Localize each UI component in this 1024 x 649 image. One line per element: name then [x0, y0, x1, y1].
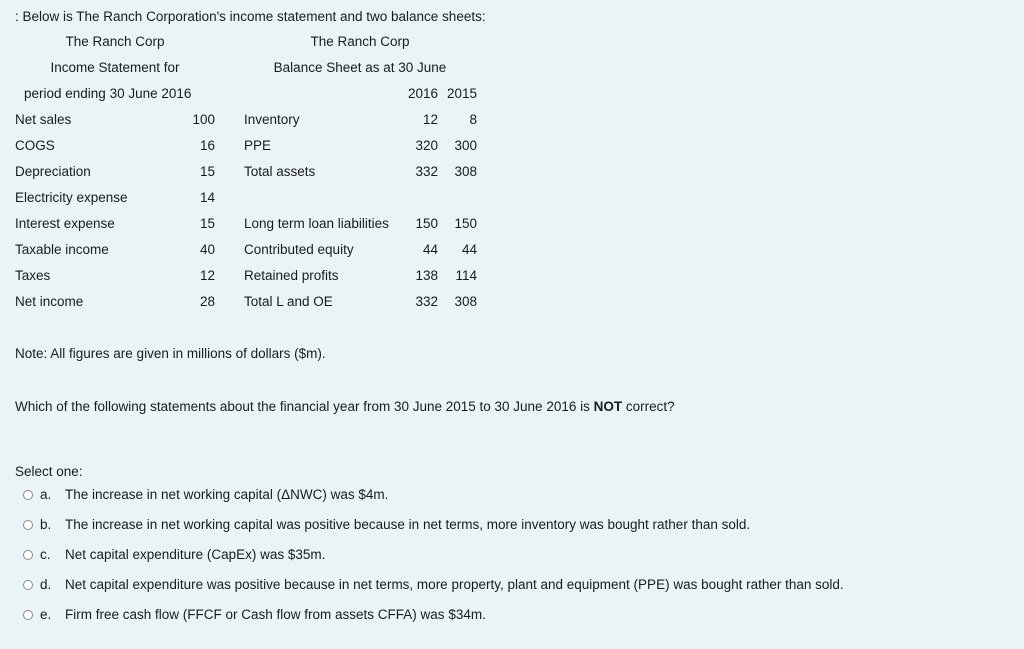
balance-year-2015: 2015 — [446, 86, 477, 101]
balance-row-2015: 308 — [454, 164, 477, 179]
income-row-label: Interest expense — [15, 216, 115, 231]
balance-row-2016: 138 — [415, 268, 438, 283]
balance-year-2016: 2016 — [407, 86, 438, 101]
option-letter: c. — [40, 547, 51, 562]
option-b-label[interactable]: The increase in net working capital was positive because in net terms, more inventory was bought rather than sold. — [65, 517, 751, 532]
income-row-value: 100 — [192, 112, 215, 127]
balance-row-2016: 150 — [415, 216, 438, 231]
balance-row-2016: 332 — [415, 294, 438, 309]
income-row-value: 15 — [199, 216, 215, 231]
income-period: period ending 30 June 2016 — [24, 86, 192, 101]
income-row-label: Taxable income — [15, 242, 109, 257]
radio-option-b[interactable] — [23, 520, 33, 530]
question-before: Which of the following statements about the financial year from 30 June 2015 to 30 June 2016 is — [15, 399, 594, 414]
balance-row-2016: 44 — [422, 242, 438, 257]
income-row-value: 16 — [199, 138, 215, 153]
option-c-label[interactable]: Net capital expenditure (CapEx) was $35m. — [65, 547, 326, 562]
balance-company: The Ranch Corp — [310, 34, 410, 49]
balance-row-2015: 308 — [454, 294, 477, 309]
balance-row-label: Retained profits — [244, 268, 339, 283]
question-emphasis: NOT — [593, 399, 623, 414]
option-letter: d. — [40, 577, 52, 592]
balance-title: Balance Sheet as at 30 June — [273, 60, 447, 75]
balance-row-2015: 114 — [455, 268, 477, 283]
income-row-value: 12 — [199, 268, 215, 283]
intro-text: : Below is The Ranch Corporation's income statement and two balance sheets: — [15, 9, 486, 24]
question-after: correct? — [622, 399, 675, 414]
income-row-label: Net sales — [15, 112, 72, 127]
option-e-label[interactable]: Firm free cash flow (FFCF or Cash flow from assets CFFA) was $34m. — [65, 607, 486, 622]
income-row-label: Net income — [15, 294, 84, 309]
balance-row-label: Long term loan liabilities — [244, 216, 389, 231]
radio-option-a[interactable] — [23, 490, 33, 500]
balance-row-2015: 150 — [454, 216, 477, 231]
note-text: Note: All figures are given in millions of dollars ($m). — [15, 346, 326, 361]
option-letter: a. — [40, 487, 52, 502]
balance-row-2016: 320 — [415, 138, 438, 153]
balance-row-label: Total assets — [244, 164, 316, 179]
income-row-value: 40 — [199, 242, 215, 257]
income-company: The Ranch Corp — [65, 34, 165, 49]
balance-row-2015: 8 — [469, 112, 477, 127]
radio-option-e[interactable] — [23, 610, 33, 620]
select-label: Select one: — [15, 464, 83, 479]
balance-row-label: PPE — [244, 138, 272, 153]
option-letter: e. — [40, 607, 52, 622]
balance-row-label: Contributed equity — [244, 242, 354, 257]
option-a-label[interactable]: The increase in net working capital (ΔNWC) was $4m. — [65, 487, 389, 502]
question-text — [15, 399, 675, 415]
income-row-label: Electricity expense — [15, 190, 128, 205]
balance-row-label: Inventory — [244, 112, 300, 127]
balance-row-label: Total L and OE — [244, 294, 333, 309]
income-row-value: 28 — [199, 294, 215, 309]
income-row-label: Taxes — [15, 268, 51, 283]
income-row-value: 15 — [199, 164, 215, 179]
income-row-label: Depreciation — [15, 164, 91, 179]
radio-option-d[interactable] — [23, 580, 33, 590]
balance-row-2016: 332 — [415, 164, 438, 179]
balance-row-2015: 300 — [454, 138, 477, 153]
balance-row-2016: 12 — [422, 112, 438, 127]
option-letter: b. — [40, 517, 52, 532]
income-row-label: COGS — [15, 138, 55, 153]
income-title: Income Statement for — [50, 60, 180, 75]
radio-option-c[interactable] — [23, 550, 33, 560]
balance-row-2015: 44 — [461, 242, 477, 257]
option-d-label[interactable]: Net capital expenditure was positive because in net terms, more property, plant and equipment (PPE) was bought rather than sold. — [65, 577, 844, 592]
income-row-value: 14 — [199, 190, 215, 205]
